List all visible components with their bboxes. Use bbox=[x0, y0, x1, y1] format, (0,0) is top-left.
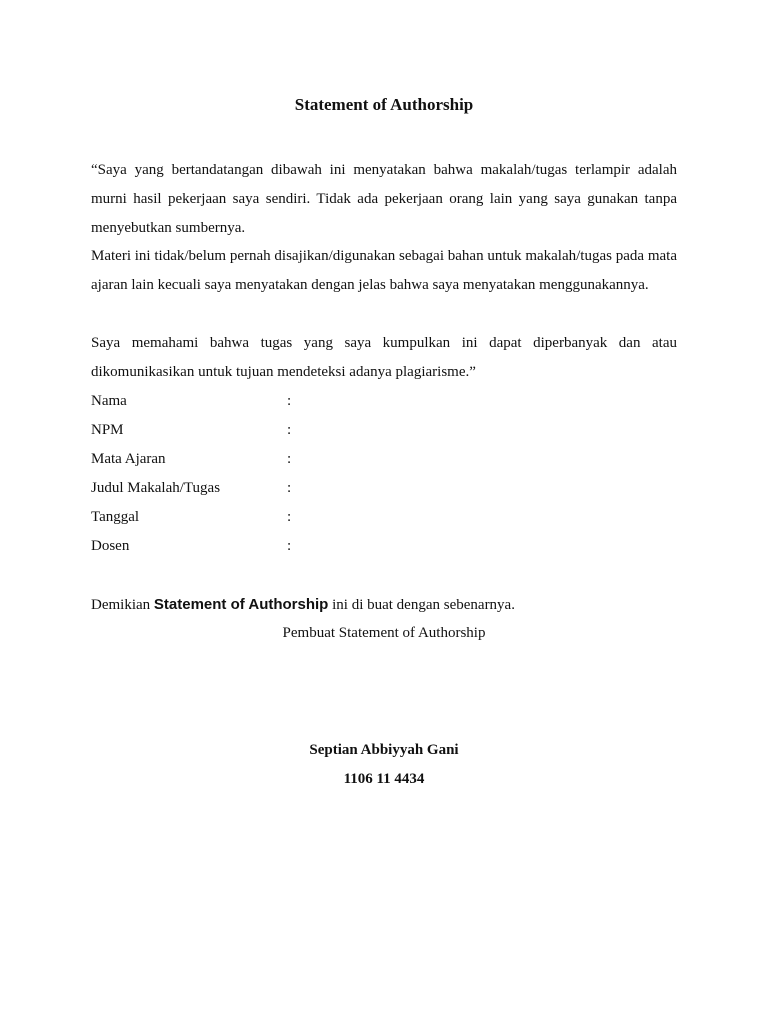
field-colon: : bbox=[287, 451, 292, 467]
field-colon: : bbox=[287, 393, 292, 409]
field-label: Mata Ajaran bbox=[91, 451, 166, 467]
closing-statement bbox=[91, 590, 515, 620]
closing-prefix: Demikian bbox=[91, 597, 154, 613]
field-row-mata-ajaran bbox=[91, 445, 391, 474]
paragraph-material bbox=[91, 242, 677, 300]
field-row-npm bbox=[91, 416, 391, 445]
field-label: Judul Makalah/Tugas bbox=[91, 480, 221, 496]
field-colon: : bbox=[287, 480, 292, 496]
identity-field-list bbox=[91, 387, 391, 561]
paragraph-declaration bbox=[91, 156, 677, 243]
paragraph-text: Materi ini tidak/belum pernah disajikan/digunakan sebagai bahan untuk makalah/tugas pada mata ajaran lain kecuali saya menyatakan dengan jelas bahwa saya menyatakan menggunakannya. bbox=[91, 248, 677, 293]
field-row-tanggal bbox=[91, 503, 391, 532]
signer-name: Septian Abbiyyah Gani bbox=[309, 742, 459, 758]
paragraph-plagiarism bbox=[91, 329, 677, 387]
field-row-dosen bbox=[91, 532, 391, 561]
field-colon: : bbox=[287, 509, 292, 525]
document-title: Statement of Authorship bbox=[294, 95, 474, 114]
field-colon: : bbox=[287, 538, 292, 554]
signer-caption: Pembuat Statement of Authorship bbox=[282, 625, 486, 641]
paragraph-text: “Saya yang bertandatangan dibawah ini menyatakan bahwa makalah/tugas terlampir adalah murni hasil pekerjaan saya sendiri. Tidak ada pekerjaan orang lain yang saya gunakan tanpa menyebutkan sumbernya. bbox=[91, 162, 677, 236]
field-row-judul bbox=[91, 474, 391, 503]
field-label: Dosen bbox=[91, 538, 130, 554]
field-label: Nama bbox=[91, 393, 127, 409]
closing-suffix: ini di buat dengan sebenarnya. bbox=[328, 597, 515, 613]
field-label: NPM bbox=[91, 422, 124, 438]
field-label: Tanggal bbox=[91, 509, 140, 525]
paragraph-text: Saya memahami bahwa tugas yang saya kumpulkan ini dapat diperbanyak dan atau dikomunikasikan untuk tujuan mendeteksi adanya plagiarisme.” bbox=[91, 335, 677, 380]
closing-emphasis: Statement of Authorship bbox=[153, 596, 329, 613]
signer-id: 1106 11 4434 bbox=[343, 771, 425, 787]
field-colon: : bbox=[287, 422, 292, 438]
field-row-nama bbox=[91, 387, 391, 416]
